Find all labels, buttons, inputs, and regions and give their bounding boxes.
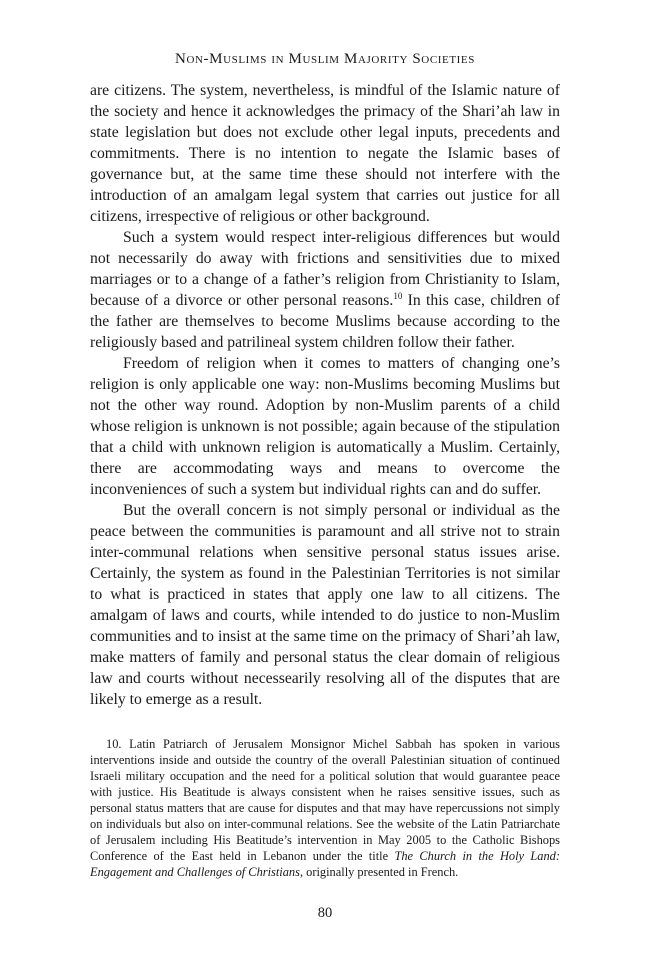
footnote-number: 10.: [106, 737, 122, 751]
paragraph-text: In this case, children of the father are themselves to become Muslims because according to the religiously based and patrilineal system children follow their father.: [90, 292, 560, 351]
paragraph: are citizens. The system, nevertheless, is mindful of the Islamic nature of the society and hence it acknowledges the primacy of the Shari’ah law in state legislation but does not exclude other legal inputs, precedents and commitments. There is no intention to negate the Islamic bases of governance but, at the same time these should not interfere with the introduction of an amalgam legal system that carries out justice for all citizens, irrespective of religious or other background.: [90, 82, 560, 225]
paragraph: Freedom of religion when it comes to matters of changing one’s religion is only applicable one way: non-Muslims becoming Muslims but not the other way round. Adoption by non-Muslim parents of a child whose religion is unknown is not possible; again because of the stipulation that a child with unknown religion is automatically a Muslim. Certainly, there are accommodating ways and means to overcome the inconveniences of such a system but individual rights can and do suffer.: [90, 355, 560, 498]
footnote-text: Latin Patriarch of Jerusalem Monsignor Michel Sabbah has spoken in various interventions inside and outside the country of the overall Palestinian situation of continued Israeli military occupation and the need for a political solution that would guarantee peace with justice. His Beatitude is always consistent when he raises sensitive issues, such as personal status matters that are cause for disputes and that may have repercussions not simply on individuals but also on inter-communal relations. See the website of the Latin Patriarchate of Jerusalem including His Beatitude’s intervention in May 2005 to the Catholic Bishops Conference of the East held in Lebanon under the title: [90, 737, 561, 863]
paragraph-with-note: [90, 227, 560, 353]
paragraph: But the overall concern is not simply personal or individual as the peace between the communities is paramount and all strive not to strain inter-communal relations when sensitive personal status issues arise. Certainly, the system as found in the Palestinian Territories is not similar to what is practiced in states that apply one law to all citizens. The amalgam of laws and courts, while intended to do justice to non-Muslim communities and to insist at the same time on the primacy of Shari’ah law, make matters of family and personal status the clear domain of religious law and courts without necessearily resolving all of the disputes that are likely to emerge as a result.: [90, 502, 560, 708]
running-head: Non-Muslims in Muslim Majority Societies: [175, 51, 475, 67]
paragraph-text: Such a system would respect inter-religious differences but would not necessarily do away with frictions and sensitivities due to mixed marriages or to a change of a father’s religion from Christianity to Islam, because of a divorce or other personal reasons.: [90, 229, 560, 309]
footnote-title: The Church in the Holy Land: Engagement and Challenges of Christians: [90, 849, 560, 879]
footnote: [90, 736, 560, 880]
footnote-reference: 10: [393, 290, 403, 301]
page-number: 80: [317, 905, 333, 921]
body-text: [90, 80, 560, 710]
footnote-text-end: , originally presented in French.: [299, 865, 459, 879]
